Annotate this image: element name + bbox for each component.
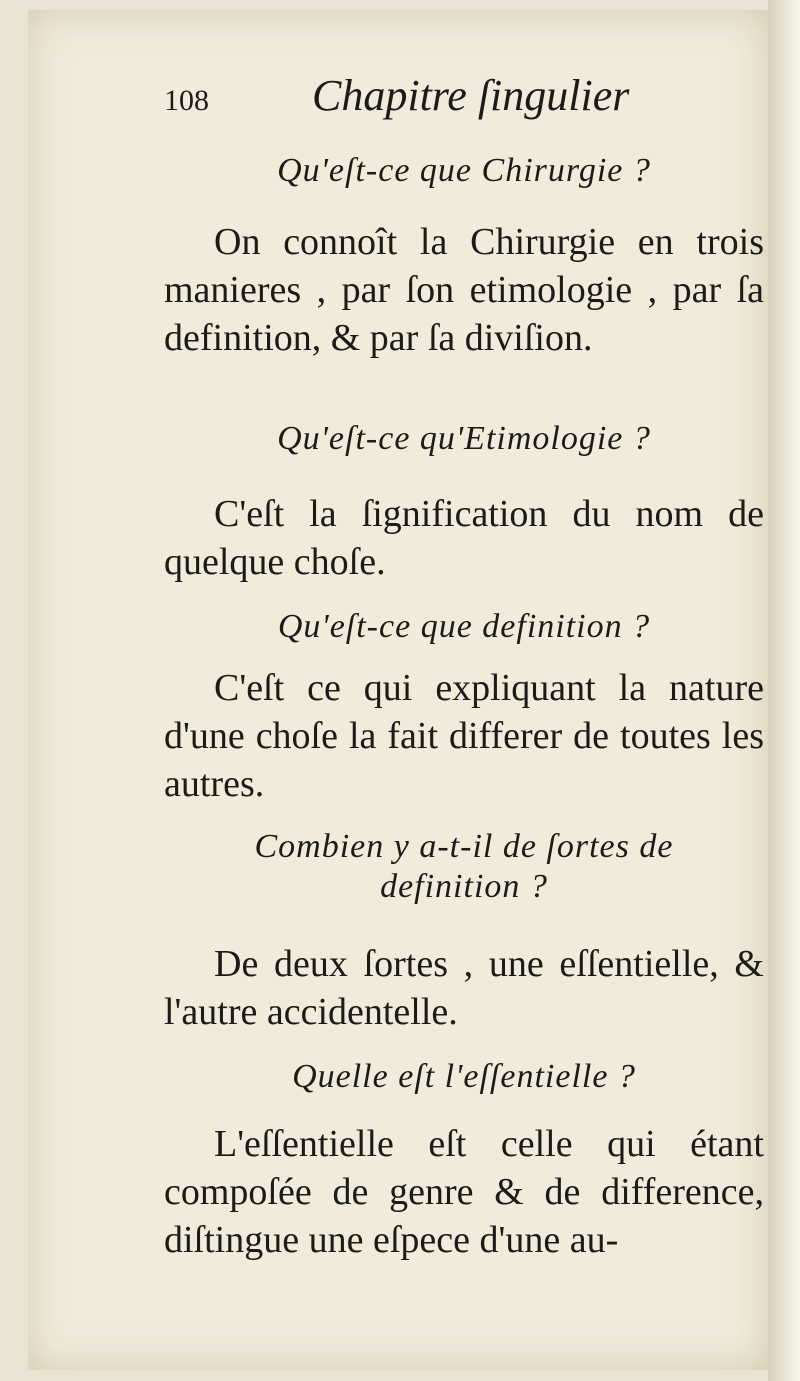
- page-number: 108: [164, 84, 209, 117]
- running-title: Chapitre ſingulier: [312, 71, 630, 120]
- page-edge: [768, 0, 800, 1381]
- question-5: Quelle eſt l'eſſentielle ?: [292, 1058, 636, 1095]
- question-4-line-1: Combien y a-t-il de ſortes de: [254, 828, 674, 865]
- answer-5: L'eſſentielle eſt celle qui étant compoſée de genre & de difference, diſtingue une eſpece d'une au-: [164, 1123, 764, 1261]
- question-2: Qu'eſt-ce qu'Etimologie ?: [277, 420, 651, 457]
- question-1: Qu'eſt-ce que Chirurgie ?: [277, 152, 651, 189]
- page-header: [164, 70, 764, 130]
- answer-3: C'eſt ce qui expliquant la nature d'une choſe la fait differer de toutes les autres.: [164, 667, 764, 805]
- answer-2: C'eſt la ſignification du nom de quelque choſe.: [164, 493, 764, 583]
- answer-1: On connoît la Chirurgie en trois manieres , par ſon etimologie , par ſa definition, & par ſa diviſion.: [164, 221, 764, 359]
- question-4-line-2: definition ?: [380, 868, 548, 905]
- answer-4: De deux ſortes , une eſſentielle, & l'autre accidentelle.: [164, 943, 764, 1033]
- question-3: Qu'eſt-ce que definition ?: [277, 608, 651, 645]
